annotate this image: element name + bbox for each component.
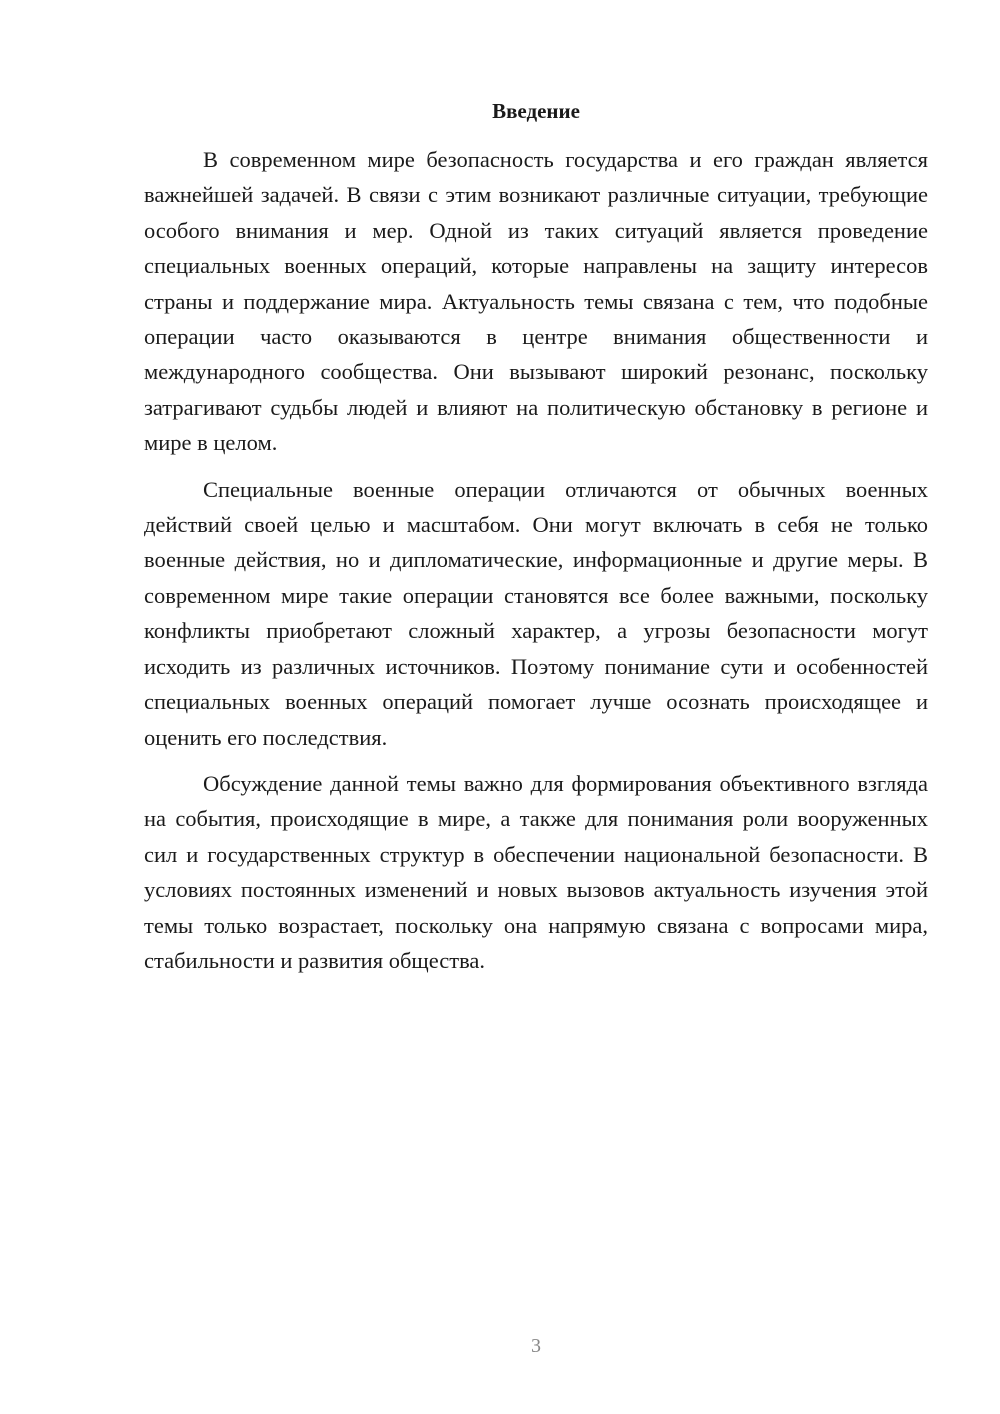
paragraph-3: Обсуждение данной темы важно для формирования объективного взгляда на события, происходящие в мире, а также для понимания роли вооруженных сил и государственных структур в обеспечении национальной безопасности. В условиях постоянных изменений и новых вызовов актуальность изучения этой темы только возрастает, поскольку она напрямую связана с вопросами мира, стабильности и развития общества. xyxy=(144,770,928,973)
body-text xyxy=(144,142,928,989)
paragraph-1: В современном мире безопасность государства и его граждан является важнейшей задачей. В связи с этим возникают различные ситуации, требующие особого внимания и мер. Одной из таких ситуаций является проведение специальных военных операций, которые направлены на защиту интересов страны и поддержание мира. Актуальность темы связана с тем, что подобные операции часто оказываются в центре внимания общественности и международного сообщества. Они вызывают широкий резонанс, поскольку затрагивают судьбы людей и влияют на политическую обстановку в регионе и мире в целом. xyxy=(144,147,928,456)
paragraph-2: Специальные военные операции отличаются от обычных военных действий своей целью и масштабом. Они могут включать в себя не только военные действия, но и дипломатические, информационные и другие меры. В современном мире такие операции становятся все более важными, поскольку конфликты приобретают сложный характер, а угрозы безопасности могут исходить из различных источников. Поэтому понимание сути и особенностей специальных военных операций помогает лучше осознать происходящее и оценить его последствия. xyxy=(144,476,928,750)
section-heading: Введение xyxy=(492,99,580,123)
page-number: 3 xyxy=(531,1335,541,1357)
